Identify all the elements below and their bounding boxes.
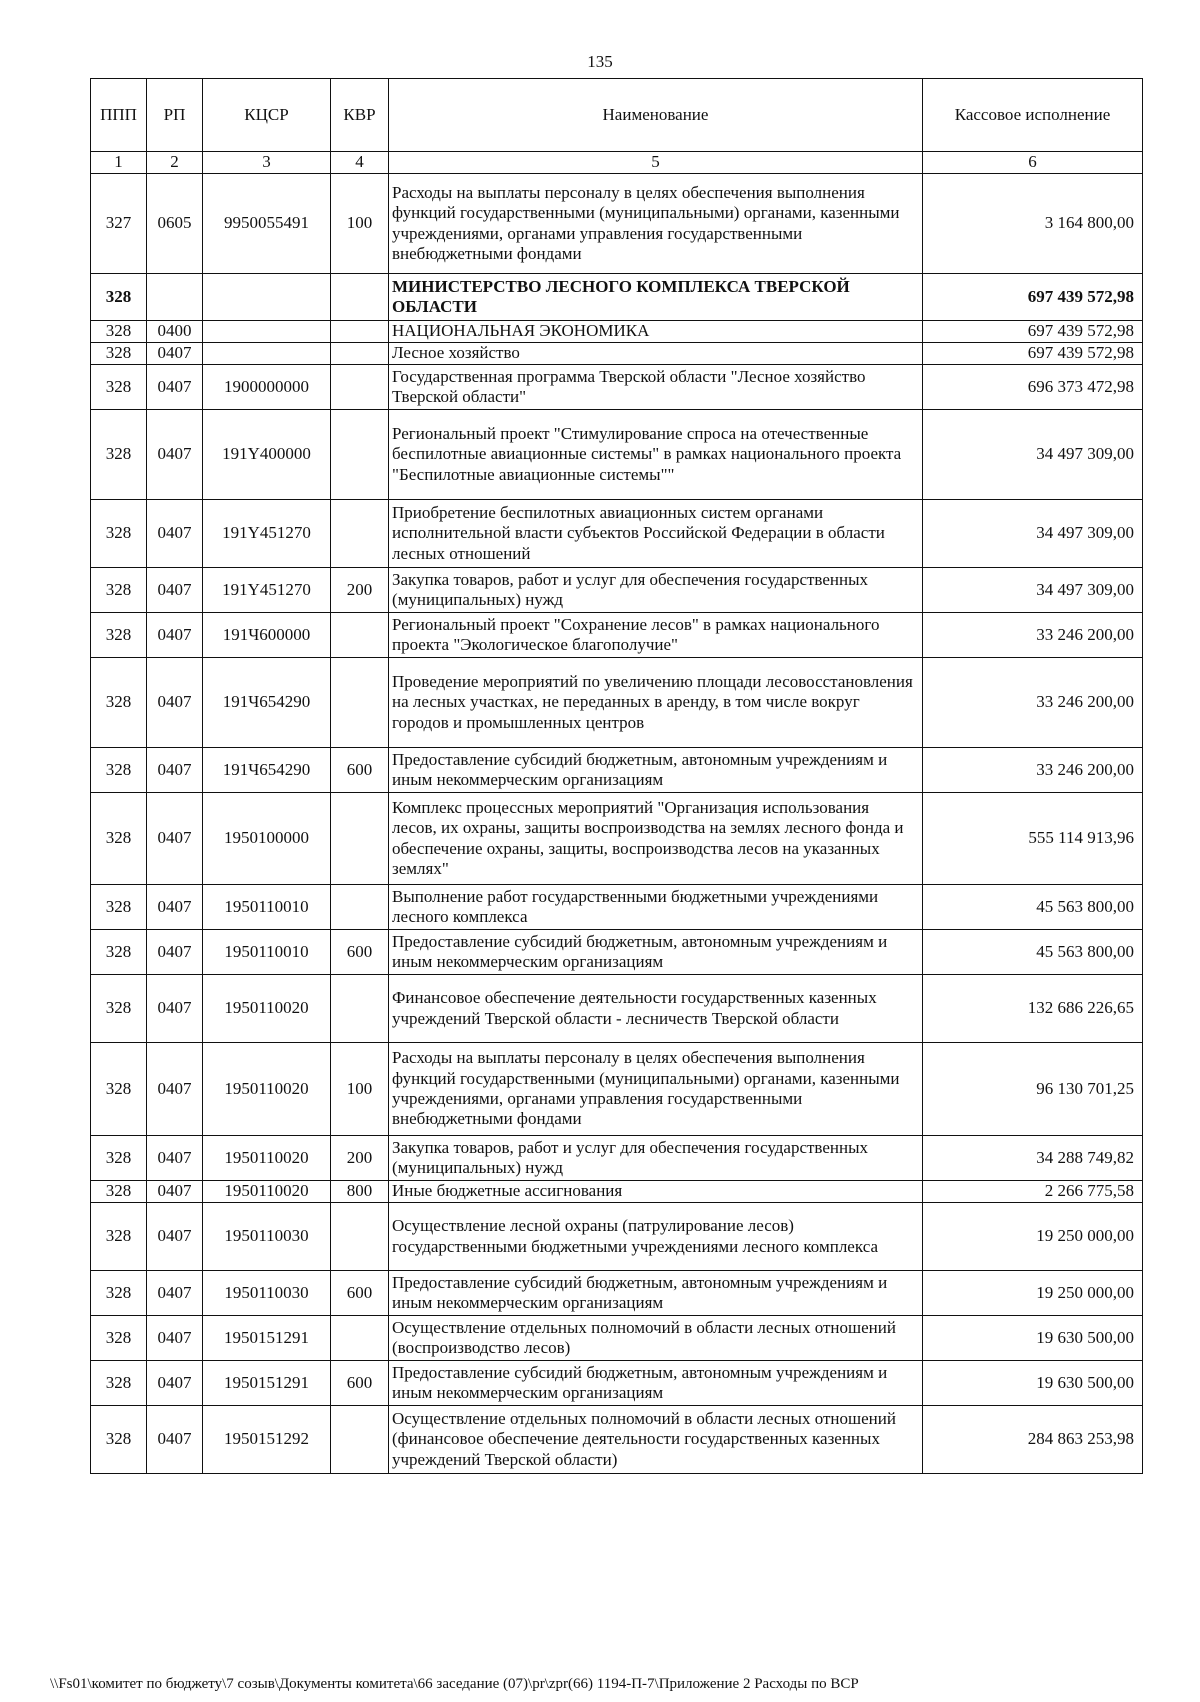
kvr-cell [331,975,389,1043]
name-cell: Закупка товаров, работ и услуг для обеспечения государственных (муниципальных) нужд [389,1136,923,1181]
kvr-cell: 600 [331,1271,389,1316]
name-cell: Государственная программа Тверской области "Лесное хозяйство Тверской области" [389,365,923,410]
name-cell: Осуществление лесной охраны (патрулирование лесов) государственными бюджетными учреждениями лесного комплекса [389,1203,923,1271]
amount-cell: 19 250 000,00 [923,1203,1143,1271]
kcsr-cell: 1950151292 [203,1406,331,1474]
table-row [91,274,1143,321]
table-row [91,1316,1143,1361]
rp-cell: 0407 [147,1181,203,1203]
table-row [91,1406,1143,1474]
table-row [91,174,1143,274]
table-row [91,613,1143,658]
kcsr-cell: 1950110030 [203,1203,331,1271]
table-row [91,343,1143,365]
ppp-cell: 328 [91,1406,147,1474]
kcsr-cell: 1900000000 [203,365,331,410]
rp-cell: 0407 [147,500,203,568]
ppp-cell: 328 [91,1361,147,1406]
ppp-cell: 328 [91,343,147,365]
amount-cell: 697 439 572,98 [923,321,1143,343]
rp-cell: 0407 [147,1203,203,1271]
column-number: 3 [203,152,331,174]
ppp-cell: 328 [91,613,147,658]
table-row [91,365,1143,410]
kvr-cell [331,793,389,885]
table-row [91,1361,1143,1406]
name-cell: Иные бюджетные ассигнования [389,1181,923,1203]
ppp-cell: 328 [91,1136,147,1181]
kcsr-cell: 191Y451270 [203,500,331,568]
rp-cell: 0407 [147,365,203,410]
table-row [91,1203,1143,1271]
name-cell: Осуществление отдельных полномочий в области лесных отношений (воспроизводство лесов) [389,1316,923,1361]
column-number: 6 [923,152,1143,174]
rp-cell: 0407 [147,793,203,885]
name-cell: Закупка товаров, работ и услуг для обеспечения государственных (муниципальных) нужд [389,568,923,613]
name-cell: Лесное хозяйство [389,343,923,365]
kcsr-cell: 1950110030 [203,1271,331,1316]
amount-cell: 555 114 913,96 [923,793,1143,885]
rp-cell: 0407 [147,1406,203,1474]
kvr-cell [331,410,389,500]
amount-cell: 45 563 800,00 [923,885,1143,930]
kcsr-cell: 1950110010 [203,930,331,975]
amount-cell: 34 497 309,00 [923,410,1143,500]
table-row [91,885,1143,930]
header-name: Наименование [389,79,923,152]
ppp-cell: 328 [91,500,147,568]
name-cell: Расходы на выплаты персоналу в целях обеспечения выполнения функций государственными (муниципальными) органами, казенными учреждениями, органами управления государственными внебюджетными фондами [389,174,923,274]
ppp-cell: 328 [91,793,147,885]
ppp-cell: 328 [91,568,147,613]
table-row [91,1136,1143,1181]
rp-cell: 0605 [147,174,203,274]
ppp-cell: 328 [91,930,147,975]
kvr-cell [331,1203,389,1271]
amount-cell: 19 630 500,00 [923,1316,1143,1361]
kvr-cell: 600 [331,930,389,975]
kcsr-cell: 9950055491 [203,174,331,274]
table-row [91,975,1143,1043]
rp-cell: 0407 [147,1271,203,1316]
amount-cell: 19 630 500,00 [923,1361,1143,1406]
kcsr-cell: 1950110020 [203,1043,331,1136]
amount-cell: 34 497 309,00 [923,500,1143,568]
amount-cell: 19 250 000,00 [923,1271,1143,1316]
kvr-cell [331,274,389,321]
name-cell: Региональный проект "Сохранение лесов" в рамках национального проекта "Экологическое благополучие" [389,613,923,658]
kvr-cell [331,1316,389,1361]
column-number: 1 [91,152,147,174]
amount-cell: 697 439 572,98 [923,343,1143,365]
ppp-cell: 328 [91,1271,147,1316]
kcsr-cell: 1950110020 [203,975,331,1043]
table-row [91,748,1143,793]
amount-cell: 34 288 749,82 [923,1136,1143,1181]
kcsr-cell: 1950100000 [203,793,331,885]
kcsr-cell: 191Y400000 [203,410,331,500]
kcsr-cell: 191Ч654290 [203,748,331,793]
rp-cell: 0407 [147,568,203,613]
column-number: 4 [331,152,389,174]
kcsr-cell: 191Ч654290 [203,658,331,748]
name-cell: Региональный проект "Стимулирование спроса на отечественные беспилотные авиационные системы" в рамках национального проекта "Беспилотные авиационные системы"" [389,410,923,500]
kcsr-cell: 1950110020 [203,1136,331,1181]
ppp-cell: 328 [91,321,147,343]
rp-cell: 0407 [147,885,203,930]
ppp-cell: 328 [91,365,147,410]
kvr-cell: 600 [331,1361,389,1406]
name-cell: Осуществление отдельных полномочий в области лесных отношений (финансовое обеспечение деятельности государственных казенных учреждений Тверской области) [389,1406,923,1474]
rp-cell: 0407 [147,1361,203,1406]
ppp-cell: 328 [91,1203,147,1271]
table-row [91,410,1143,500]
amount-cell: 2 266 775,58 [923,1181,1143,1203]
name-cell: Предоставление субсидий бюджетным, автономным учреждениям и иным некоммерческим организациям [389,1271,923,1316]
rp-cell: 0407 [147,343,203,365]
ppp-cell: 327 [91,174,147,274]
ppp-cell: 328 [91,658,147,748]
name-cell: Выполнение работ государственными бюджетными учреждениями лесного комплекса [389,885,923,930]
table-row [91,1043,1143,1136]
rp-cell: 0400 [147,321,203,343]
table-row [91,1271,1143,1316]
table-row [91,568,1143,613]
kcsr-cell: 191Ч600000 [203,613,331,658]
header-kvr: КВР [331,79,389,152]
amount-cell: 33 246 200,00 [923,658,1143,748]
name-cell: МИНИСТЕРСТВО ЛЕСНОГО КОМПЛЕКСА ТВЕРСКОЙ ОБЛАСТИ [389,274,923,321]
kvr-cell: 200 [331,568,389,613]
name-cell: Предоставление субсидий бюджетным, автономным учреждениям и иным некоммерческим организациям [389,930,923,975]
kvr-cell [331,343,389,365]
name-cell: Комплекс процессных мероприятий "Организация использования лесов, их охраны, защиты воспроизводства на землях лесного фонда и обеспечение охраны, защиты, воспроизводства лесов на указанных землях" [389,793,923,885]
kvr-cell [331,885,389,930]
budget-table [90,78,1143,1474]
column-number-row [91,152,1143,174]
ppp-cell: 328 [91,1043,147,1136]
amount-cell: 33 246 200,00 [923,748,1143,793]
kvr-cell [331,321,389,343]
name-cell: Расходы на выплаты персоналу в целях обеспечения выполнения функций государственными (муниципальными) органами, казенными учреждениями, органами управления государственными внебюджетными фондами [389,1043,923,1136]
name-cell: Приобретение беспилотных авиационных систем органами исполнительной власти субъектов Российской Федерации в области лесных отношений [389,500,923,568]
kvr-cell: 200 [331,1136,389,1181]
header-amount: Кассовое исполнение [923,79,1143,152]
rp-cell: 0407 [147,1043,203,1136]
amount-cell: 696 373 472,98 [923,365,1143,410]
kcsr-cell [203,343,331,365]
kcsr-cell: 1950110010 [203,885,331,930]
rp-cell: 0407 [147,613,203,658]
rp-cell: 0407 [147,930,203,975]
header-kcsr: КЦСР [203,79,331,152]
amount-cell: 96 130 701,25 [923,1043,1143,1136]
kvr-cell [331,500,389,568]
kcsr-cell: 1950110020 [203,1181,331,1203]
table-row [91,500,1143,568]
ppp-cell: 328 [91,1181,147,1203]
ppp-cell: 328 [91,274,147,321]
name-cell: Финансовое обеспечение деятельности государственных казенных учреждений Тверской области - лесничеств Тверской области [389,975,923,1043]
footer-file-path: \\Fs01\комитет по бюджету\7 созыв\Документы комитета\66 заседание (07)\pr\zpr(66) 1194-П-7\Приложение 2 Расходы по ВСР [50,1676,859,1692]
kvr-cell [331,613,389,658]
amount-cell: 3 164 800,00 [923,174,1143,274]
table-row [91,658,1143,748]
kvr-cell: 600 [331,748,389,793]
amount-cell: 45 563 800,00 [923,930,1143,975]
kvr-cell [331,658,389,748]
ppp-cell: 328 [91,410,147,500]
table-row [91,1181,1143,1203]
kvr-cell: 800 [331,1181,389,1203]
amount-cell: 34 497 309,00 [923,568,1143,613]
table-row [91,930,1143,975]
kcsr-cell [203,321,331,343]
rp-cell [147,274,203,321]
kvr-cell: 100 [331,1043,389,1136]
ppp-cell: 328 [91,1316,147,1361]
rp-cell: 0407 [147,748,203,793]
name-cell: Предоставление субсидий бюджетным, автономным учреждениям и иным некоммерческим организациям [389,1361,923,1406]
kvr-cell: 100 [331,174,389,274]
table-body [91,174,1143,1474]
rp-cell: 0407 [147,658,203,748]
rp-cell: 0407 [147,975,203,1043]
rp-cell: 0407 [147,1316,203,1361]
table-row [91,793,1143,885]
page-number: 135 [587,52,613,71]
amount-cell: 284 863 253,98 [923,1406,1143,1474]
column-number: 2 [147,152,203,174]
rp-cell: 0407 [147,410,203,500]
kcsr-cell [203,274,331,321]
header-ppp: ППП [91,79,147,152]
table-row [91,321,1143,343]
kcsr-cell: 1950151291 [203,1361,331,1406]
kcsr-cell: 1950151291 [203,1316,331,1361]
header-rp: РП [147,79,203,152]
amount-cell: 33 246 200,00 [923,613,1143,658]
rp-cell: 0407 [147,1136,203,1181]
name-cell: НАЦИОНАЛЬНАЯ ЭКОНОМИКА [389,321,923,343]
name-cell: Проведение мероприятий по увеличению площади лесовосстановления на лесных участках, не переданных в аренду, в том числе вокруг городов и промышленных центров [389,658,923,748]
ppp-cell: 328 [91,975,147,1043]
ppp-cell: 328 [91,748,147,793]
amount-cell: 697 439 572,98 [923,274,1143,321]
amount-cell: 132 686 226,65 [923,975,1143,1043]
table-header-row [91,79,1143,152]
kvr-cell [331,1406,389,1474]
kcsr-cell: 191Y451270 [203,568,331,613]
ppp-cell: 328 [91,885,147,930]
name-cell: Предоставление субсидий бюджетным, автономным учреждениям и иным некоммерческим организациям [389,748,923,793]
kvr-cell [331,365,389,410]
column-number: 5 [389,152,923,174]
